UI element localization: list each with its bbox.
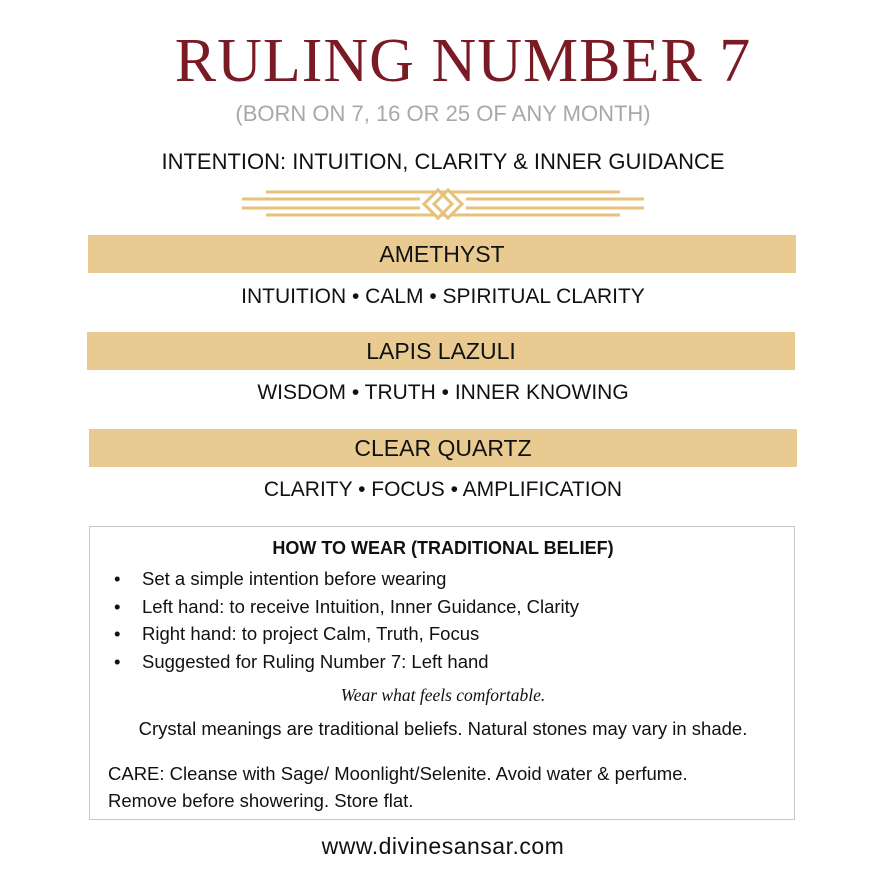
crystal-meanings-lapis-lazuli: WISDOM • TRUTH • INNER KNOWING <box>257 381 629 404</box>
bullet-item <box>114 650 489 674</box>
page-subtitle: (BORN ON 7, 16 OR 25 OF ANY MONTH) <box>235 101 651 126</box>
bullet-dot: • <box>114 651 121 672</box>
bullet-item <box>114 595 579 619</box>
bullet-dot: • <box>114 568 121 589</box>
care-text-line-1: CARE: Cleanse with Sage/ Moonlight/Selenite. Avoid water & perfume. <box>108 763 688 784</box>
disclaimer-text: Crystal meanings are traditional beliefs. Natural stones may vary in shade. <box>138 718 748 739</box>
website-link[interactable]: www.divinesansar.com <box>321 833 565 859</box>
intention-text: INTENTION: INTUITION, CLARITY & INNER GUIDANCE <box>161 149 725 174</box>
art-deco-diamond-divider-icon <box>242 186 644 222</box>
crystal-band-lapis-lazuli: LAPIS LAZULI <box>87 332 795 370</box>
bullet-text: Right hand: to project Calm, Truth, Focus <box>142 623 480 644</box>
bullet-text: Suggested for Ruling Number 7: Left hand <box>142 651 489 672</box>
bullet-text: Left hand: to receive Intuition, Inner Guidance, Clarity <box>142 596 580 617</box>
care-text-line-2: Remove before showering. Store flat. <box>108 790 414 811</box>
bullet-item <box>114 567 446 591</box>
comfort-note: Wear what feels comfortable. <box>340 685 546 705</box>
how-to-wear-heading: HOW TO WEAR (TRADITIONAL BELIEF) <box>272 538 614 558</box>
crystal-band-amethyst: AMETHYST <box>88 235 796 273</box>
crystal-meanings-clear-quartz: CLARITY • FOCUS • AMPLIFICATION <box>263 478 623 501</box>
bullet-text: Set a simple intention before wearing <box>142 568 447 589</box>
page-title: RULING NUMBER 7 <box>174 27 752 95</box>
crystal-meanings-amethyst: INTUITION • CALM • SPIRITUAL CLARITY <box>241 285 645 308</box>
bullet-dot: • <box>114 596 121 617</box>
crystal-band-clear-quartz: CLEAR QUARTZ <box>89 429 797 467</box>
bullet-dot: • <box>114 623 121 644</box>
bullet-item <box>114 622 479 646</box>
